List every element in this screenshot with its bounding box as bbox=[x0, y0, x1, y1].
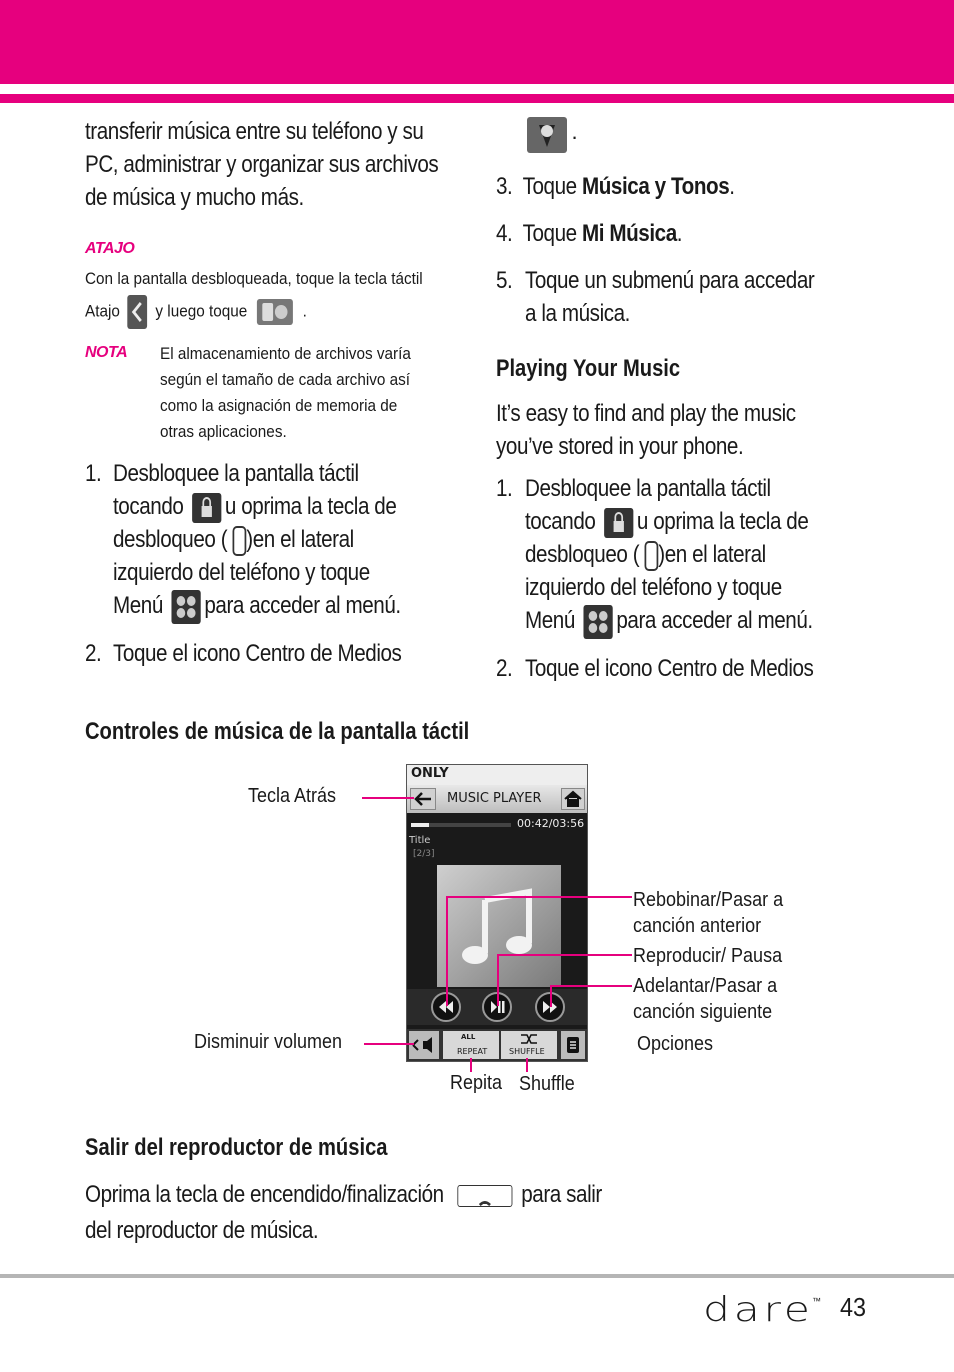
home-button[interactable] bbox=[561, 788, 585, 810]
forward-callout-line bbox=[550, 985, 632, 987]
controls-heading: Controles de música de la pantalla táctil bbox=[85, 718, 470, 745]
atajo-line-2: Atajo y luego toque . bbox=[85, 295, 307, 329]
nota-label: NOTA bbox=[85, 344, 128, 361]
player-title: MUSIC PLAYER bbox=[447, 791, 542, 806]
player-header bbox=[407, 785, 587, 813]
album-art bbox=[437, 865, 561, 987]
player-status-bar bbox=[407, 765, 587, 785]
music-player-screenshot bbox=[406, 764, 588, 1062]
play-callout-line bbox=[497, 954, 632, 956]
repeat-badge: ALL bbox=[461, 1033, 476, 1041]
shuffle-callout-stem bbox=[526, 1058, 528, 1072]
unlock-key-icon bbox=[232, 526, 246, 556]
back-arrow-icon bbox=[411, 789, 435, 809]
exit-heading: Salir del reproductor de música bbox=[85, 1134, 388, 1161]
volume-icon bbox=[409, 1031, 439, 1059]
unlock-key-icon bbox=[644, 541, 658, 571]
page-number: 43 bbox=[840, 1292, 867, 1322]
left-step-1: Desbloquee la pantalla táctil tocando u oprima la tecla de desbloqueo ( )en el lateral izquierdo del teléfono y toque Menú para acceder al menú. bbox=[113, 457, 401, 624]
brand-logo: ONLY bbox=[411, 766, 449, 781]
trademark-mark: ™ bbox=[812, 1296, 821, 1306]
right-step-2-num: 2. bbox=[496, 655, 513, 682]
right-step-5-num: 5. bbox=[496, 267, 513, 294]
right-step-1-num: 1. bbox=[496, 475, 513, 502]
playing-music-paragraph: It’s easy to find and play the music you’ve stored in your phone. bbox=[496, 400, 796, 460]
back-callout-line bbox=[362, 797, 414, 799]
nota-text: El almacenamiento de archivos varía según el tamaño de cada archivo así como la asignación de memoria de otras aplicaciones. bbox=[160, 344, 411, 441]
menu-icon bbox=[584, 605, 613, 639]
dare-logo: dare bbox=[703, 1290, 814, 1330]
play-callout: Reproducir/ Pausa bbox=[633, 945, 783, 967]
shuffle-label: SHUFFLE bbox=[509, 1047, 545, 1056]
music-tones-icon bbox=[527, 117, 567, 153]
rewind-callout-line bbox=[446, 896, 632, 898]
volume-down-button[interactable] bbox=[409, 1031, 439, 1059]
shuffle-button[interactable] bbox=[501, 1031, 557, 1059]
options-icon bbox=[561, 1031, 585, 1059]
top-pink-band bbox=[0, 0, 954, 84]
progress-track[interactable] bbox=[411, 823, 511, 827]
playing-music-heading: Playing Your Music bbox=[496, 355, 681, 382]
left-step-1-num: 1. bbox=[85, 460, 102, 487]
repeat-button[interactable] bbox=[443, 1031, 499, 1059]
forward-callout: Adelantar/Pasar a canción siguiente bbox=[633, 975, 778, 1023]
volume-callout: Disminuir volumen bbox=[194, 1031, 343, 1053]
music-tones-icon-line: . bbox=[527, 117, 578, 153]
footer-rule bbox=[0, 1274, 954, 1278]
back-callout: Tecla Atrás bbox=[248, 785, 337, 807]
track-index: [2/3] bbox=[413, 849, 435, 859]
volume-callout-line bbox=[364, 1043, 414, 1045]
shuffle-icon bbox=[519, 1033, 539, 1045]
time-readout: 00:42/03:56 bbox=[517, 817, 585, 830]
left-step-2-num: 2. bbox=[85, 640, 102, 667]
right-step-1: Desbloquee la pantalla táctil tocando u oprima la tecla de desbloqueo ( )en el lateral izquierdo del teléfono y toque Menú para acceder al menú. bbox=[525, 472, 813, 639]
end-key-icon bbox=[458, 1185, 513, 1207]
play-callout-stem bbox=[497, 954, 499, 1006]
left-step-2: Toque el icono Centro de Medios bbox=[113, 640, 402, 667]
exit-paragraph: Oprima la tecla de encendido/finalización para salir del reproductor de música. bbox=[85, 1181, 602, 1244]
progress-fill bbox=[411, 823, 429, 827]
shuffle-callout: Shuffle bbox=[519, 1073, 575, 1095]
music-note-icon bbox=[437, 865, 561, 987]
top-pink-rule bbox=[0, 94, 954, 103]
track-title: Title bbox=[409, 835, 431, 846]
intro-paragraph: transferir música entre su teléfono y su PC, administrar y organizar sus archivos de música y mucho más. bbox=[85, 118, 439, 211]
right-step-3: 3. Toque Música y Tonos. bbox=[496, 173, 735, 200]
right-step-2: Toque el icono Centro de Medios bbox=[525, 655, 814, 682]
right-step-5: Toque un submenú para accedar a la música. bbox=[525, 267, 815, 327]
rewind-callout-stem bbox=[446, 896, 448, 1006]
lock-icon bbox=[604, 508, 633, 538]
shortcut-key-icon bbox=[128, 295, 148, 329]
bottom-toolbar bbox=[407, 1029, 587, 1061]
media-center-icon bbox=[257, 299, 293, 325]
atajo-line-1: Con la pantalla desbloqueada, toque la tecla táctil bbox=[85, 269, 423, 288]
right-step-4: 4. Toque Mi Música. bbox=[496, 220, 683, 247]
back-button[interactable] bbox=[410, 788, 436, 810]
home-icon bbox=[562, 789, 584, 809]
menu-icon bbox=[172, 590, 201, 624]
repeat-label: REPEAT bbox=[457, 1047, 488, 1056]
rewind-callout: Rebobinar/Pasar a canción anterior bbox=[633, 889, 784, 937]
options-callout: Opciones bbox=[637, 1033, 714, 1055]
lock-icon bbox=[192, 493, 221, 523]
forward-callout-stem bbox=[550, 985, 552, 1007]
repeat-callout: Repita bbox=[450, 1072, 503, 1094]
atajo-label: ATAJO bbox=[85, 240, 135, 257]
options-button[interactable] bbox=[561, 1031, 585, 1059]
